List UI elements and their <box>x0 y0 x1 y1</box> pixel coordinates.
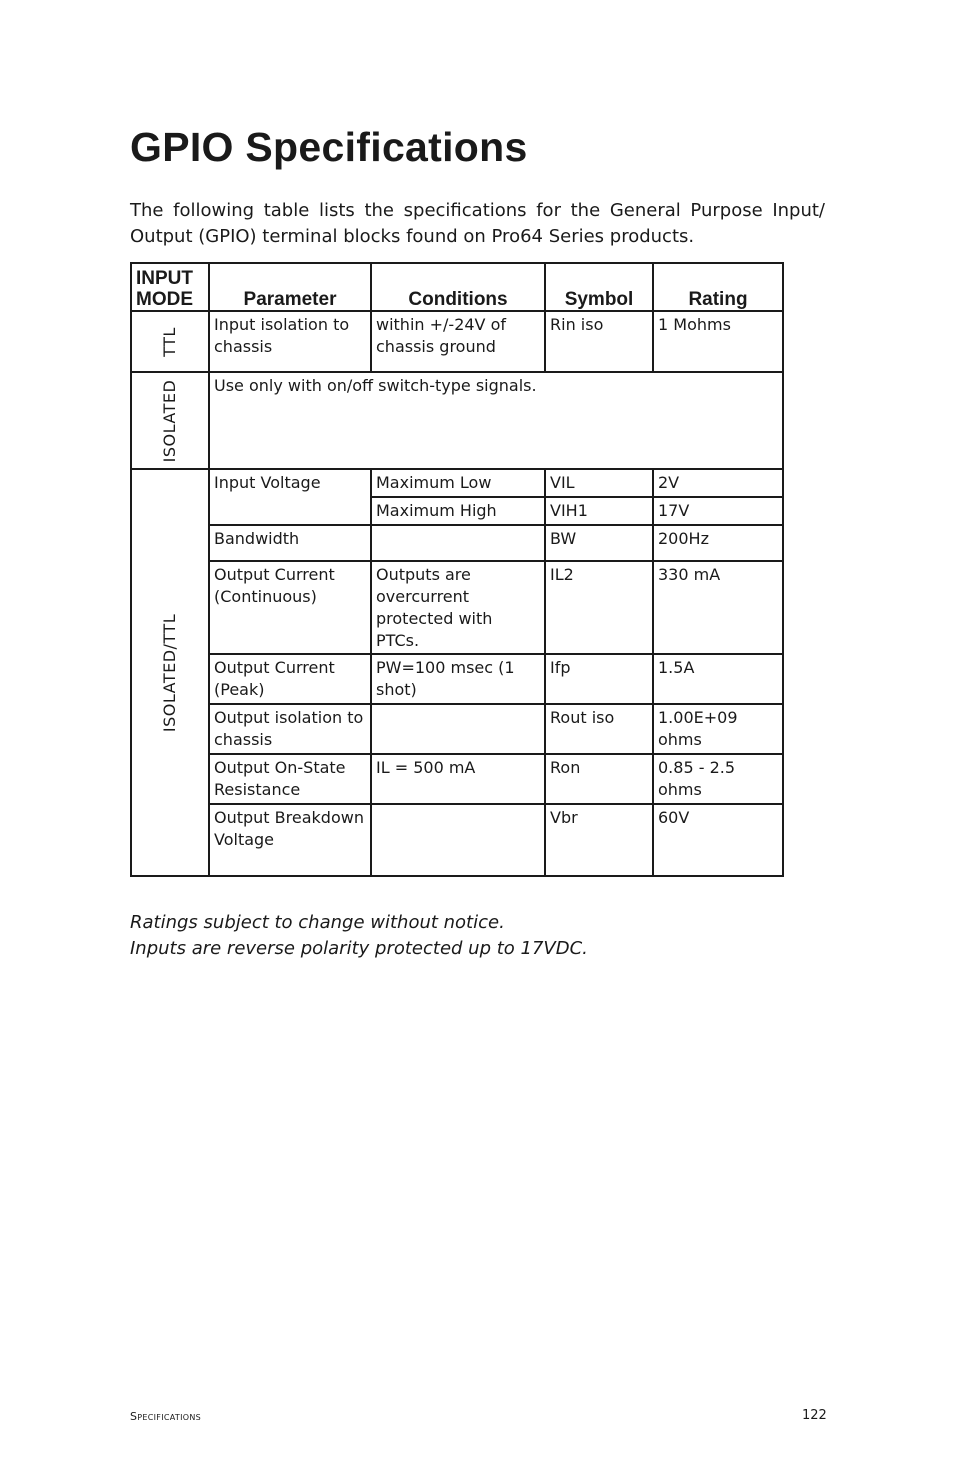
intro-paragraph: The following table lists the specifications for the General Purpose Input/ Output (GPIO) terminal blocks found on Pro64 Series products. <box>130 200 825 247</box>
cell-symbol: VIL <box>545 469 653 497</box>
footer-section-name: Specifications <box>130 1410 202 1423</box>
mode-cell-isolated <box>131 372 209 469</box>
header-rating: Rating <box>653 263 783 311</box>
mode-cell-ttl <box>131 311 209 372</box>
header-input-mode <box>131 263 209 311</box>
table-header-row <box>131 263 783 311</box>
page-title: GPIO Specifications <box>130 124 528 170</box>
gpio-spec-table <box>130 262 784 877</box>
cell-symbol: Rin iso <box>545 311 653 372</box>
cell-parameter: Output On-State Resistance <box>209 754 371 804</box>
cell-parameter: Input isolation to chassis <box>209 311 371 372</box>
header-symbol: Symbol <box>545 263 653 311</box>
table-row <box>131 311 783 372</box>
note-polarity: Inputs are reverse polarity protected up to 17VDC. <box>130 938 588 959</box>
cell-conditions: PW=100 msec (1 shot) <box>371 654 545 704</box>
cell-parameter: Output Breakdown Voltage <box>209 804 371 876</box>
cell-rating: 0.85 - 2.5 ohms <box>653 754 783 804</box>
table-row <box>131 754 783 804</box>
table-notes <box>130 910 588 962</box>
table-row <box>131 525 783 561</box>
table-row <box>131 654 783 704</box>
mode-cell-isolated-ttl <box>131 469 209 876</box>
cell-symbol: IL2 <box>545 561 653 654</box>
cell-symbol: Ifp <box>545 654 653 704</box>
cell-conditions <box>371 804 545 876</box>
cell-rating: 17V <box>653 497 783 525</box>
cell-rating: 1.5A <box>653 654 783 704</box>
note-ratings: Ratings subject to change without notice. <box>130 912 505 933</box>
mode-label-isolated-ttl: ISOLATED/TTL <box>160 613 179 732</box>
cell-symbol: BW <box>545 525 653 561</box>
cell-conditions: Maximum High <box>371 497 545 525</box>
cell-rating: 1 Mohms <box>653 311 783 372</box>
header-input-mode-line2: MODE <box>136 289 193 310</box>
cell-symbol: VIH1 <box>545 497 653 525</box>
mode-label-isolated: ISOLATED <box>160 379 179 462</box>
cell-conditions <box>371 525 545 561</box>
header-input-mode-line1: INPUT <box>136 268 193 289</box>
cell-symbol: Ron <box>545 754 653 804</box>
cell-rating: 60V <box>653 804 783 876</box>
header-conditions: Conditions <box>371 263 545 311</box>
cell-parameter: Output Current (Peak) <box>209 654 371 704</box>
cell-parameter: Output Current (Continuous) <box>209 561 371 654</box>
cell-parameter: Output isolation to chassis <box>209 704 371 754</box>
cell-parameter: Bandwidth <box>209 525 371 561</box>
table-row <box>131 704 783 754</box>
cell-rating: 1.00E+09 ohms <box>653 704 783 754</box>
cell-conditions: IL = 500 mA <box>371 754 545 804</box>
footer-page-number: 122 <box>802 1408 827 1423</box>
header-parameter: Parameter <box>209 263 371 311</box>
cell-symbol: Vbr <box>545 804 653 876</box>
cell-isolated-note: Use only with on/off switch-type signals. <box>209 372 783 469</box>
cell-rating: 200Hz <box>653 525 783 561</box>
cell-parameter: Input Voltage <box>209 469 371 525</box>
cell-conditions: within +/-24V of chassis ground <box>371 311 545 372</box>
cell-symbol: Rout iso <box>545 704 653 754</box>
cell-rating: 2V <box>653 469 783 497</box>
cell-conditions: Maximum Low <box>371 469 545 497</box>
table-row <box>131 372 783 469</box>
cell-conditions <box>371 704 545 754</box>
mode-label-ttl: TTL <box>160 326 179 357</box>
table-row <box>131 804 783 876</box>
cell-conditions: Outputs are overcurrent protected with PTCs. <box>371 561 545 654</box>
table-row <box>131 469 783 497</box>
table-row <box>131 561 783 654</box>
cell-rating: 330 mA <box>653 561 783 654</box>
